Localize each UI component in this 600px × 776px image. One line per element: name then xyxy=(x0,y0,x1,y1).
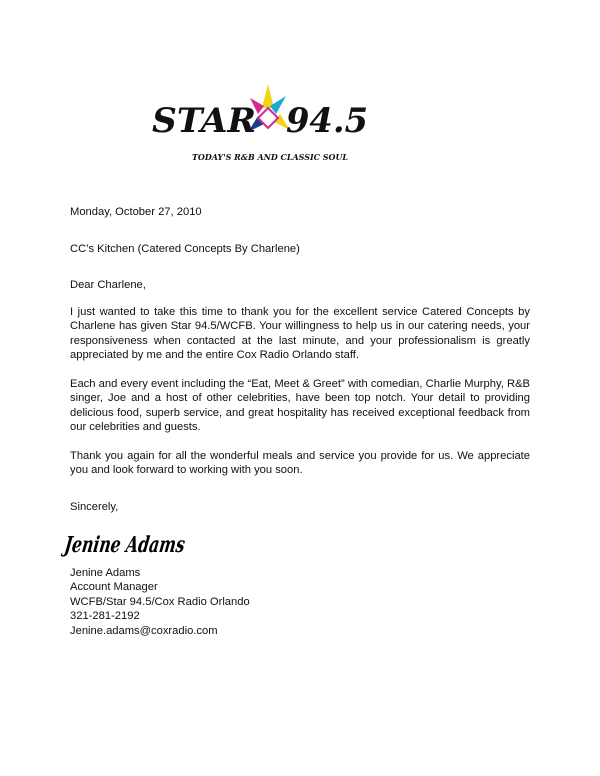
letter-salutation: Dear Charlene, xyxy=(70,279,146,291)
contact-title: Account Manager xyxy=(70,581,158,594)
logo-tagline: TODAY'S R&B AND CLASSIC SOUL xyxy=(192,153,349,163)
contact-phone: 321-281-2192 xyxy=(70,610,140,623)
signature-contact-block xyxy=(70,566,530,638)
signature-text: Jenine Adams xyxy=(62,532,236,558)
letter-paragraph: Each and every event including the “Eat, Meet & Greet” with comedian, Charlie Murphy, R&B singer, Joe and a host of other celebrities, have been top notch. Your detail to providing delicious food, superb service, and great hospitality has received exceptional feedback from our celebrities and guests. xyxy=(70,377,530,433)
letter-recipient: CC’s Kitchen (Catered Concepts By Charlene) xyxy=(70,242,300,255)
letter-paragraph: Thank you again for all the wonderful meals and service you provide for us. We appreciate you and look forward to working with you soon. xyxy=(70,449,530,476)
signature-graphic xyxy=(62,522,236,566)
letter-body xyxy=(62,205,530,638)
contact-name: Jenine Adams xyxy=(70,567,141,579)
letter-paragraph: I just wanted to take this time to thank you for the excellent service Catered Concepts by Charlene has given Star 94.5/WCFB. Your willingness to help us in our catering needs, your responsiveness when contacted at the last minute, and your professionalism is greatly appreciated by me and the entire Cox Radio Orlando staff. xyxy=(70,305,530,361)
contact-email: Jenine.adams@coxradio.com xyxy=(70,624,218,637)
logo-number: 94.5 xyxy=(286,101,368,141)
logo-word: STAR xyxy=(152,101,256,141)
contact-organization: WCFB/Star 94.5/Cox Radio Orlando xyxy=(70,595,250,608)
handwritten-signature xyxy=(62,522,530,566)
station-logo xyxy=(150,82,390,172)
letter-date: Monday, October 27, 2010 xyxy=(70,206,202,218)
star-945-logo-graphic xyxy=(150,82,390,172)
letter-closing: Sincerely, xyxy=(70,500,119,513)
